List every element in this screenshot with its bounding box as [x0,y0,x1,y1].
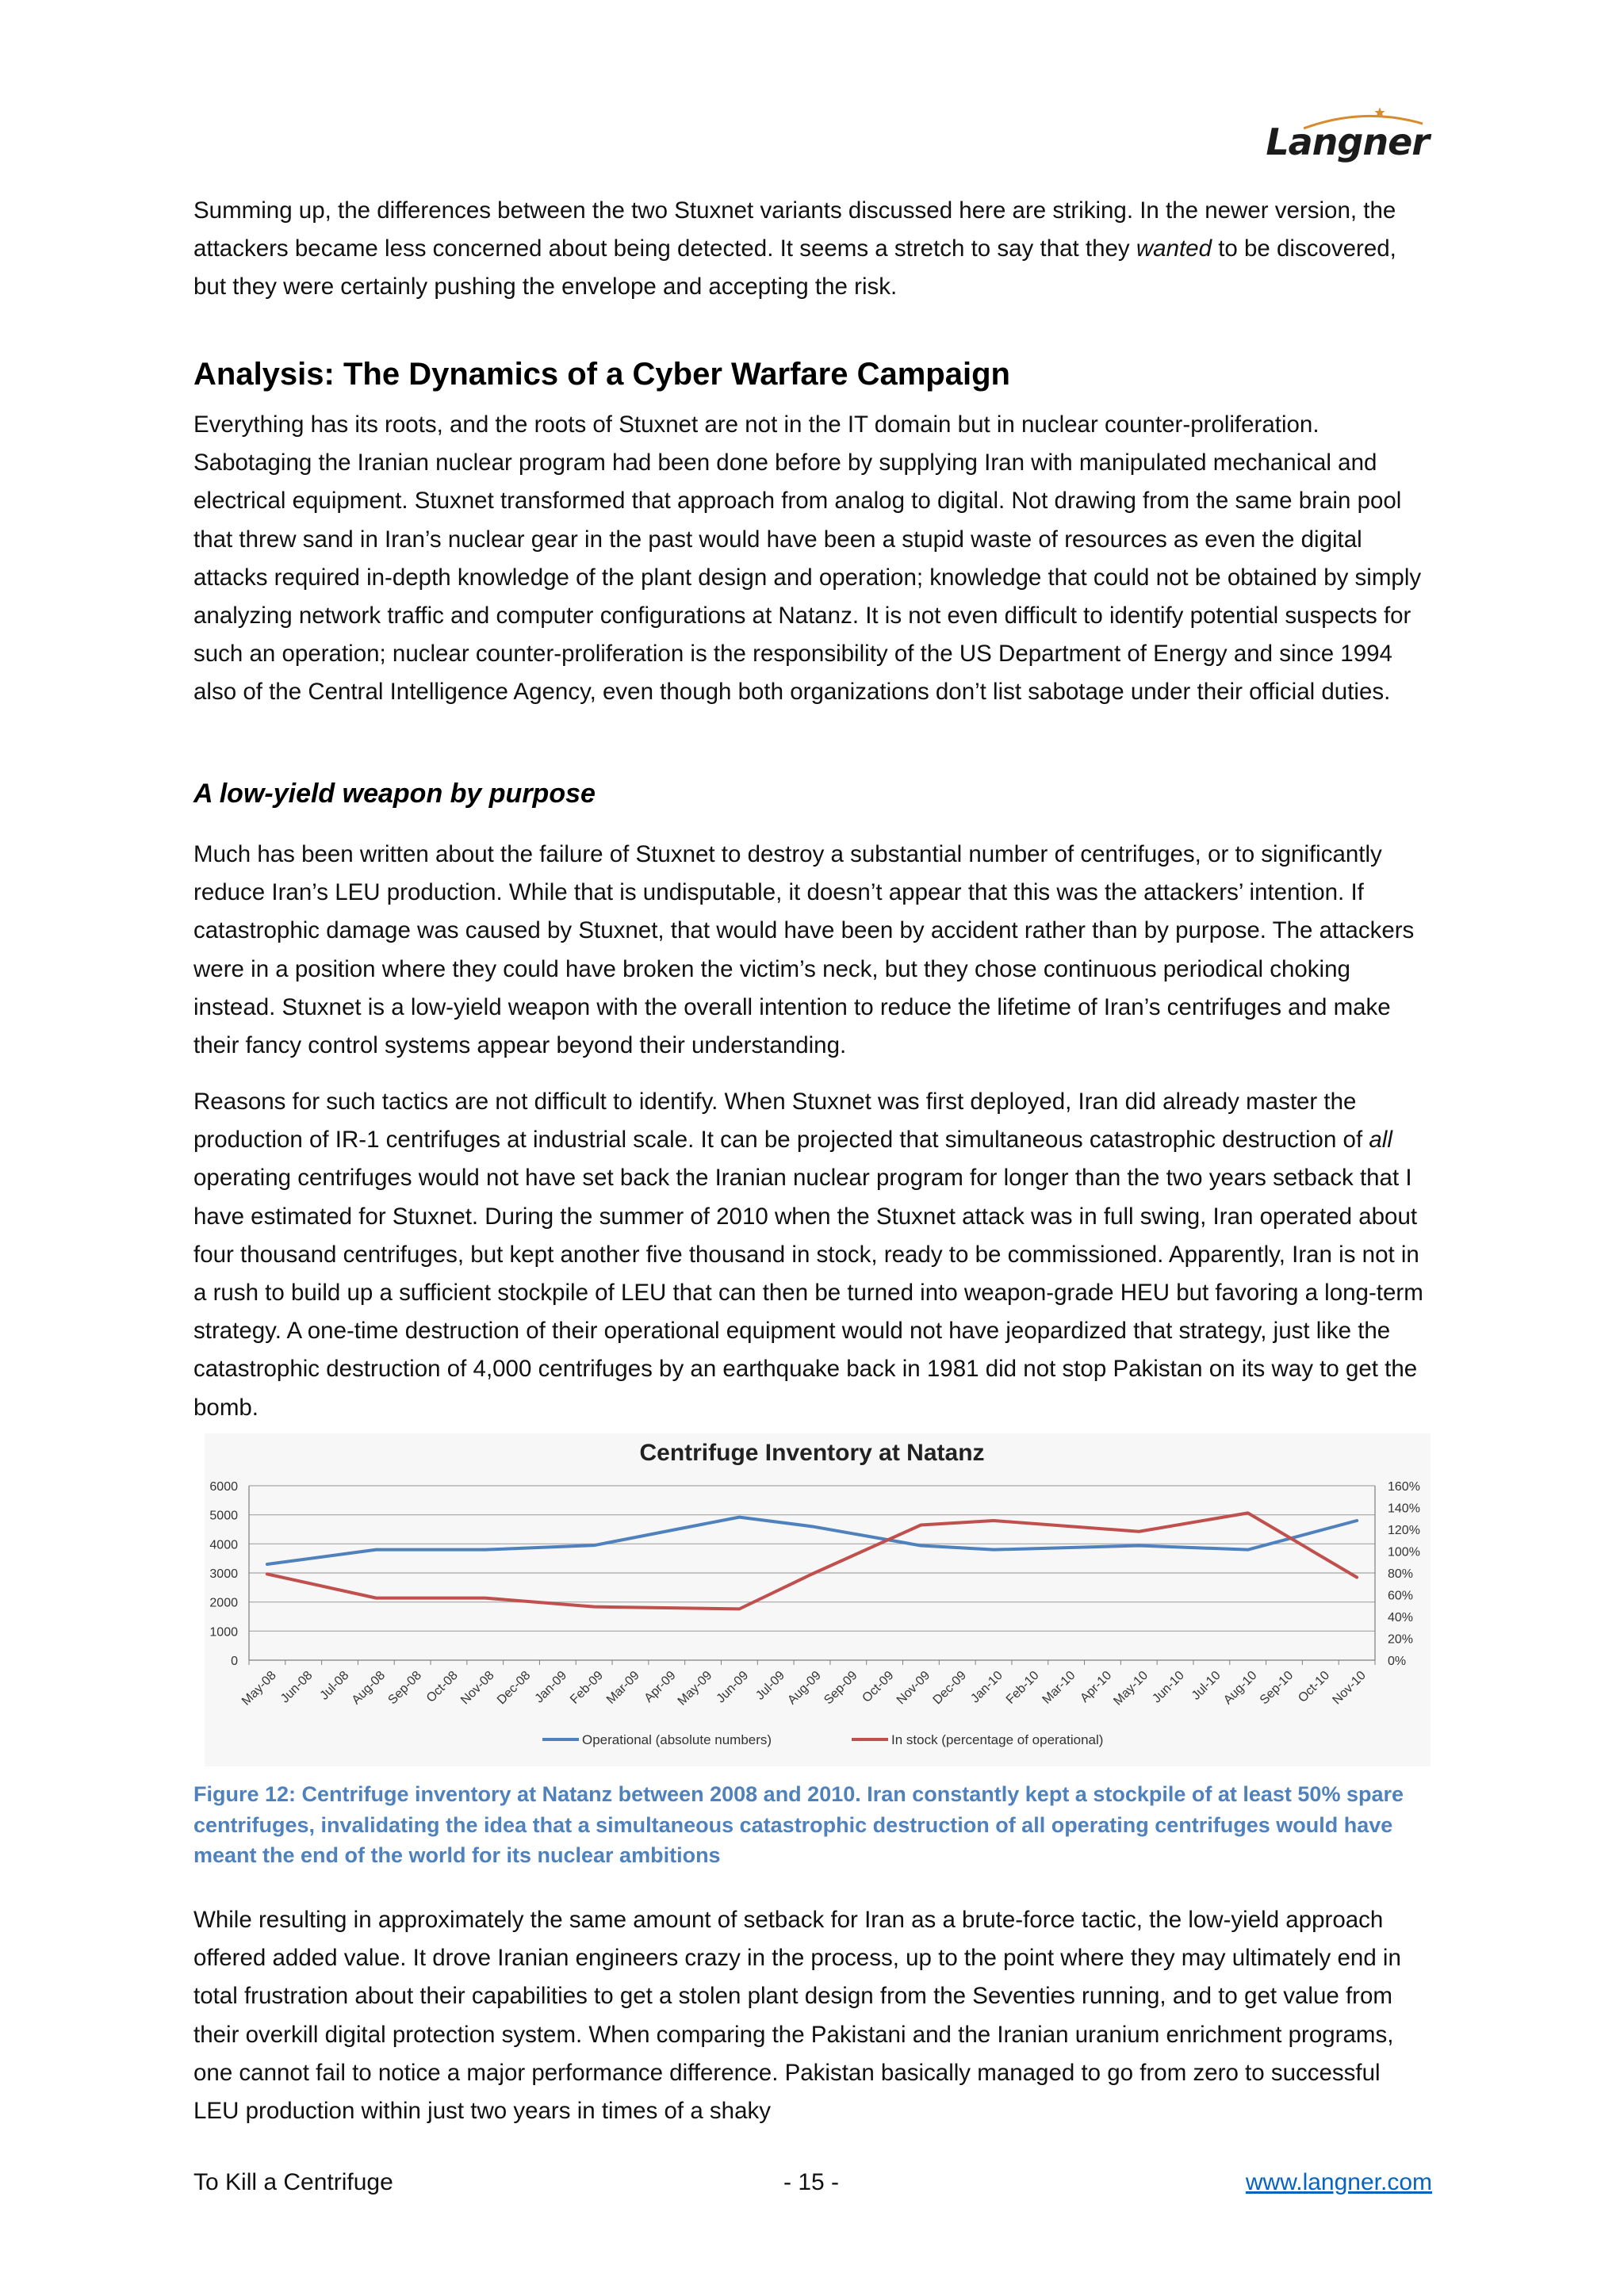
x-tick-label: Jan-09 [532,1668,570,1706]
y-right-tick-label: 20% [1388,1632,1414,1647]
closing-paragraph: While resulting in approximately the same amount of setback for Iran as a brute-force tactic, the low-yield approach offered added value. It drove Iranian engineers crazy in the process, up to the point where they may ultimately end in total frustration about their capabilities to get a stolen plant design from the Seventies running, and to get value from their overkill digital protection system. When comparing the Pakistani and the Iranian uranium enrichment programs, one cannot fail to notice a major performance difference. Pakistan basically managed to go from zero to successful LEU production within just two years in times of a shaky [193,1907,1401,2125]
x-tick-label: Jun-10 [1150,1668,1187,1706]
y-right-tick-label: 0% [1388,1655,1407,1668]
emphasis-all: all [1369,1127,1392,1154]
x-tick-label: Jul-10 [1189,1668,1224,1703]
x-tick-label: Apr-10 [1078,1668,1115,1705]
x-tick-label: Jul-08 [317,1668,352,1703]
x-tick-label: Sep-10 [1257,1668,1297,1708]
x-tick-label: Oct-10 [1296,1668,1333,1705]
page-footer [193,2169,1432,2204]
x-tick-label: Nov-09 [894,1668,933,1708]
legend-label: In stock (percentage of operational) [891,1732,1104,1747]
x-tick-label: May-10 [1111,1668,1151,1709]
x-tick-label: Nov-10 [1330,1668,1369,1708]
centrifuge-inventory-chart [193,1433,1431,1766]
chart-background [205,1433,1431,1766]
y-left-tick-label: 0 [231,1655,238,1668]
reasons-paragraph: Reasons for such tactics are not difficult to identify. When Stuxnet was first deployed, Iran did already master the production of IR-1 centrifuges at industrial scale. It can be projected that simultaneous catastrophic destruction of all operating centrifuges would not have set back the Iranian nuclear program for longer than the two years setback that I have estimated for Stuxnet. During the summer of 2010 when the Stuxnet attack was in full swing, Iran operated about four thousand centrifuges, but kept another five thousand in stock, ready to be commissioned. Apparently, Iran is not in a rush to build up a sufficient stockpile of LEU that can then be turned into weapon-grade HEU but favoring a long-term strategy. A one-time destruction of their operational equipment would not have jeopardized that strategy, just like the catastrophic destruction of 4,000 centrifuges by an earthquake back in 1981 did not stop Pakistan on its way to get the bomb. [193,1089,1423,1421]
emphasis-wanted: wanted [1136,235,1212,262]
subsection-heading-low-yield: A low-yield weapon by purpose [193,779,596,809]
figure-caption: Figure 12: Centrifuge inventory at Natanz between 2008 and 2010. Iran constantly kept a stockpile of at least 50% spare centrifuges, invalidating the idea that a simultaneous catastrophic destruction of all operating centrifuges would have meant the end of the world for its nuclear ambitions [193,1782,1404,1867]
section-heading-analysis: Analysis: The Dynamics of a Cyber Warfare Campaign [193,357,1010,392]
y-left-tick-label: 5000 [209,1509,238,1523]
y-right-tick-label: 120% [1388,1524,1420,1537]
y-right-tick-label: 60% [1388,1589,1414,1603]
y-left-tick-label: 2000 [209,1596,238,1610]
logo-wordmark: Langner [1266,121,1429,163]
x-tick-label: Mar-09 [603,1668,642,1707]
chart-svg [193,1433,1431,1766]
x-tick-label: Jun-08 [278,1668,316,1706]
y-right-tick-label: 40% [1388,1611,1414,1624]
y-left-tick-label: 3000 [209,1567,238,1581]
x-tick-label: Dec-09 [930,1668,970,1708]
y-left-tick-label: 4000 [209,1538,238,1552]
summary-paragraph: Summing up, the differences between the two Stuxnet variants discussed here are striking. In the newer version, the attackers became less concerned about being detected. It seems a stretch to say that they wanted to be discovered, but they were certainly pushing the envelope and accepting the risk. [193,197,1396,300]
analysis-paragraph: Everything has its roots, and the roots of Stuxnet are not in the IT domain but in nuclear counter-proliferation. Sabotaging the Iranian nuclear program had been done before by supplying Iran with manipulated mechanical and electrical equipment. Stuxnet transformed that approach from analog to digital. Not drawing from the same brain pool that threw sand in Iran’s nuclear gear in the past would have been a stupid waste of resources as even the digital attacks required in-depth knowledge of the plant design and operation; knowledge that could not be obtained by simply analyzing network traffic and computer configurations at Natanz. It is not even difficult to identify potential suspects for such an operation; nuclear counter-proliferation is the responsibility of the US Department of Energy and since 1994 also of the Central Intelligence Agency, even though both organizations don’t list sabotage under their official duties. [193,411,1422,706]
x-tick-label: Sep-08 [385,1668,424,1708]
x-tick-label: Aug-09 [785,1668,824,1708]
legend-label: Operational (absolute numbers) [582,1732,772,1747]
x-tick-label: May-08 [239,1668,279,1709]
y-left-tick-label: 6000 [209,1480,238,1494]
x-tick-label: Apr-09 [642,1668,679,1705]
x-tick-label: Nov-08 [458,1668,497,1708]
y-right-tick-label: 100% [1388,1545,1420,1559]
chart-title: Centrifuge Inventory at Natanz [639,1440,985,1466]
footer-page-number: - 15 - [783,2169,840,2195]
footer-website-link[interactable]: www.langner.com [1245,2169,1432,2195]
footer-document-title: To Kill a Centrifuge [193,2169,393,2195]
x-tick-label: Jan-10 [968,1668,1005,1706]
x-tick-label: Dec-08 [494,1668,534,1708]
x-tick-label: Jun-09 [714,1668,752,1706]
x-tick-label: Mar-10 [1040,1668,1078,1707]
x-tick-label: Aug-08 [349,1668,389,1708]
y-right-tick-label: 80% [1388,1567,1414,1581]
x-tick-label: Oct-08 [423,1668,461,1705]
y-right-tick-label: 160% [1388,1480,1420,1494]
x-tick-label: Feb-09 [568,1668,606,1707]
x-tick-label: Feb-10 [1003,1668,1042,1707]
langner-logo [1254,100,1429,163]
x-tick-label: Jul-09 [753,1668,788,1703]
x-tick-label: Oct-09 [860,1668,897,1705]
y-right-tick-label: 140% [1388,1502,1420,1516]
low-yield-paragraph: Much has been written about the failure of Stuxnet to destroy a substantial number of centrifuges, or to significantly reduce Iran’s LEU production. While that is undisputable, it doesn’t appear that this was the attackers’ intention. If catastrophic damage was caused by Stuxnet, that would have been by accident rather than by purpose. The attackers were in a position where they could have broken the victim’s neck, but they chose continuous periodical choking instead. Stuxnet is a low-yield weapon with the overall intention to reduce the lifetime of Iran’s centrifuges and make their fancy control systems appear beyond their understanding. [193,841,1415,1059]
x-tick-label: May-09 [675,1668,715,1709]
x-tick-label: Aug-10 [1221,1668,1260,1708]
x-tick-label: Sep-09 [822,1668,860,1708]
y-left-tick-label: 1000 [209,1625,238,1640]
